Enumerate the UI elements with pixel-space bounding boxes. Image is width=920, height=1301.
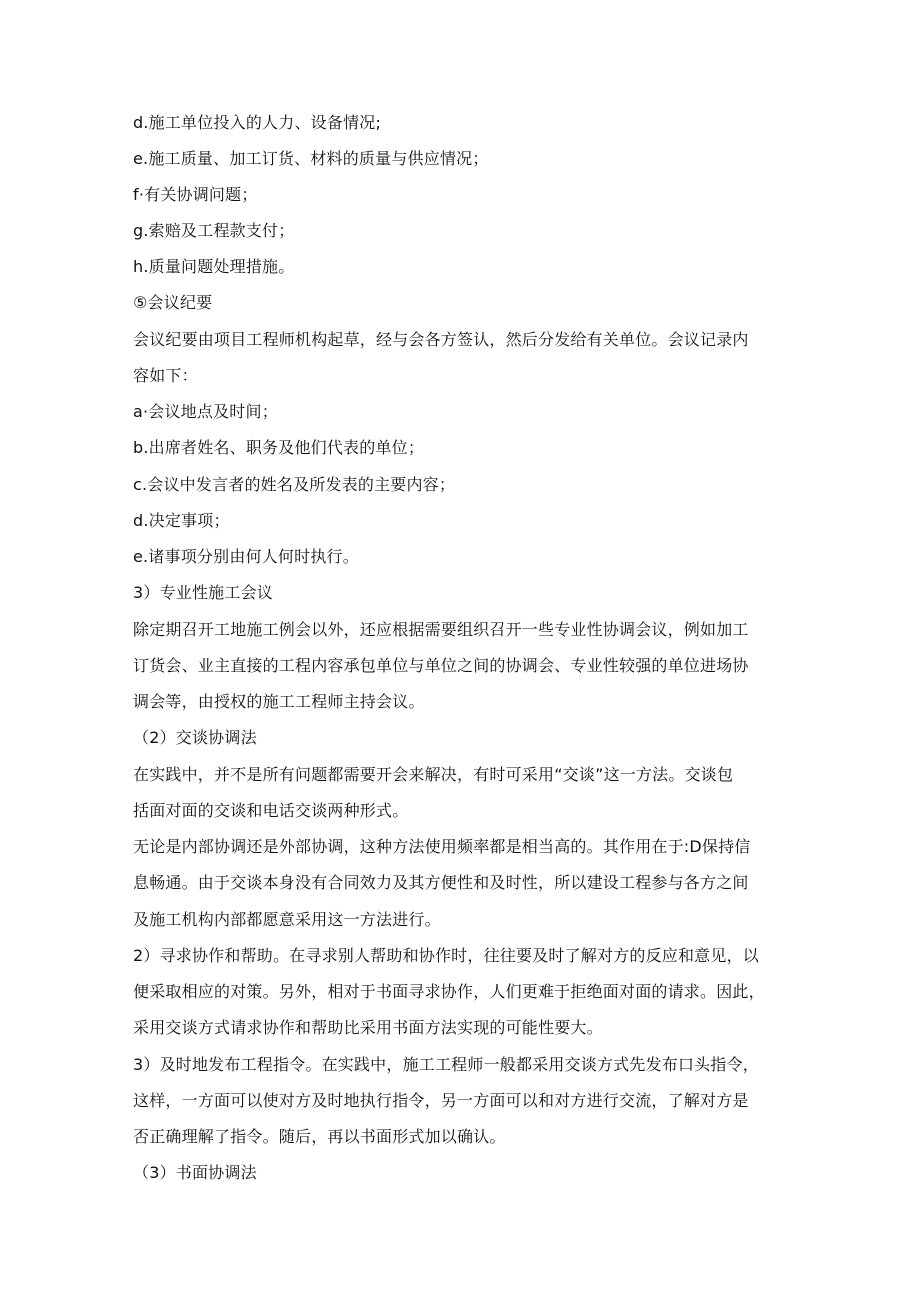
section-heading: ⑤会议纪要 (133, 293, 213, 312)
text-line: 这样，一方面可以使对方及时地执行指令，另一方面可以和对方进行交流，了解对方是 (133, 1091, 749, 1110)
text-line: 2）寻求协作和帮助。在寻求别人帮助和协作时，往往要及时了解对方的反应和意见，以 (133, 946, 759, 965)
text-line: c.会议中发言者的姓名及所发表的主要内容； (133, 475, 456, 494)
text-line: 订货会、业主直接的工程内容承包单位与单位之间的协调会、专业性较强的单位进场协 (133, 656, 749, 675)
text-line: h.质量问题处理措施。 (133, 257, 295, 276)
text-line: 采用交谈方式请求协作和帮助比采用书面方法实现的可能性要大。 (133, 1018, 603, 1037)
text-line: b.出席者姓名、职务及他们代表的单位； (133, 438, 425, 457)
text-line: 会议纪要由项目工程师机构起草，经与会各方签认，然后分发给有关单位。会议记录内 (133, 330, 749, 349)
text-line: a·会议地点及时间； (133, 402, 278, 421)
section-heading: 3）专业性施工会议 (133, 583, 273, 602)
text-line: 在实践中，并不是所有问题都需要开会来解决，有时可采用“交谈”这一方法。交谈包 (133, 765, 734, 784)
text-line: d.施工单位投入的人力、设备情况; (133, 113, 382, 132)
text-line: f·有关协调问题； (133, 185, 258, 204)
text-line: g.索赔及工程款支付； (133, 221, 295, 240)
text-line: e.诸事项分别由何人何时执行。 (133, 547, 359, 566)
text-line: 否正确理解了指令。随后，再以书面形式加以确认。 (133, 1127, 506, 1146)
text-line: 便采取相应的对策。另外，相对于书面寻求协作，人们更难于拒绝面对面的请求。因此， (133, 982, 765, 1001)
text-line: 括面对面的交谈和电话交谈两种形式。 (133, 801, 409, 820)
text-line: 无论是内部协调还是外部协调，这种方法使用频率都是相当高的。其作用在于:D保持信 (133, 837, 751, 856)
text-line: d.决定事项； (133, 511, 230, 530)
text-line: 3）及时地发布工程指令。在实践中，施工工程师一般都采用交谈方式先发布口头指令， (133, 1055, 759, 1074)
text-line: e.施工质量、加工订货、材料的质量与供应情况； (133, 149, 489, 168)
text-line: 容如下： (133, 366, 198, 385)
section-heading: （3）书面协调法 (133, 1163, 257, 1182)
text-line: 除定期召开工地施工例会以外，还应根据需要组织召开一些专业性协调会议，例如加工 (133, 620, 749, 639)
section-heading: （2）交谈协调法 (133, 728, 257, 747)
text-line: 息畅通。由于交谈本身没有合同效力及其方便性和及时性，所以建设工程参与各方之间 (133, 873, 749, 892)
text-line: 及施工机构内部都愿意采用这一方法进行。 (133, 910, 441, 929)
text-line: 调会等，由授权的施工工程师主持会议。 (133, 692, 425, 711)
